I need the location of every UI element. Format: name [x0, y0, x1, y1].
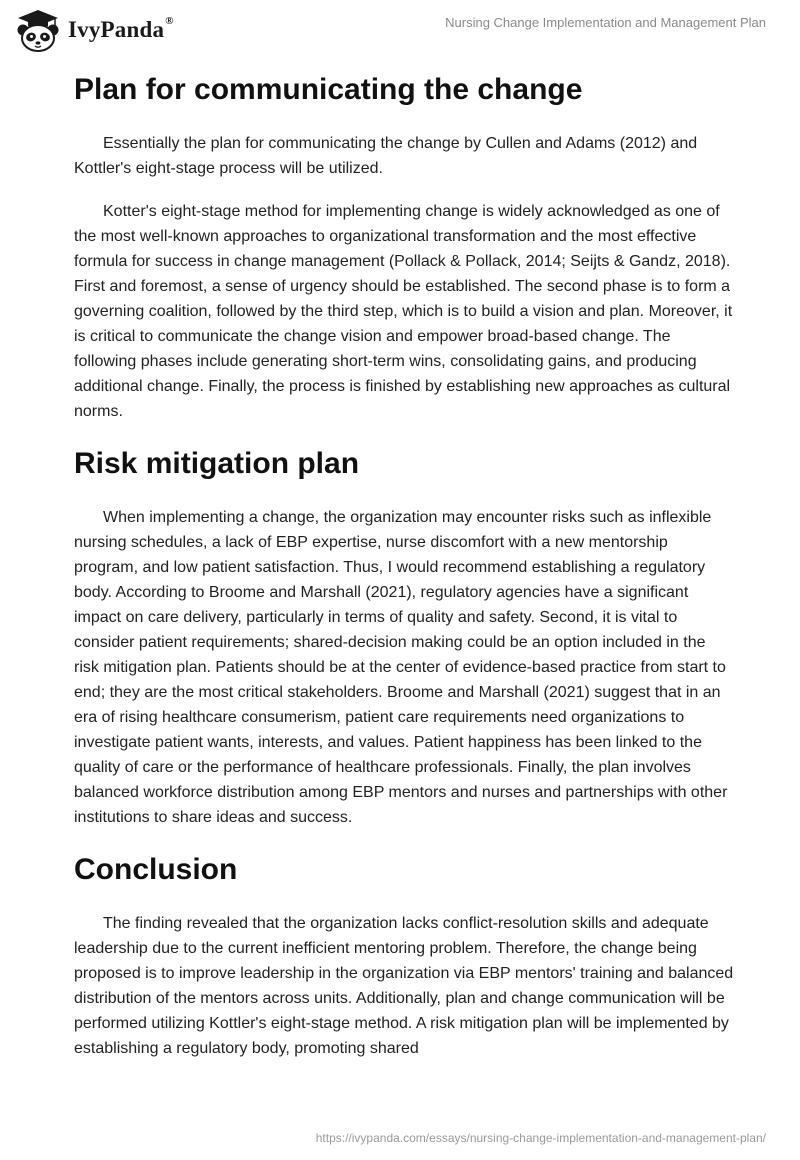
paragraph: Essentially the plan for communicating the change by Cullen and Adams (2012) and Kottler's eight-stage process will be utilized. [74, 135, 698, 177]
paragraph: Kotter's eight-stage method for implementing change is widely acknowledged as one of the most well-known approaches to organizational transformation and the most effective formula for success in change management (Pollack & Pollack, 2014; Seijts & Gandz, 2018). First and foremost, a sense of urgency should be established. The second phase is to form a governing coalition, followed by the third step, which is to build a vision and plan. Moreover, it is critical to communicate the change vision and empower broad-based change. The following phases include generating short-term wins, consolidating gains, and producing additional change. Finally, the process is finished by establishing new approaches as cultural norms. [74, 203, 733, 420]
paragraph: The finding revealed that the organization lacks conflict-resolution skills and adequate leadership due to the current inefficient mentoring problem. Therefore, the change being proposed is to improve leadership in the organization via EBP mentors' training and balanced distribution of the mentors across units. Additionally, plan and change communication will be performed utilizing Kottler's eight-stage method. A risk mitigation plan will be implemented by establishing a regulatory body, promoting shared [74, 915, 734, 1057]
essay-content [74, 70, 734, 1061]
page-header [0, 0, 800, 60]
panda-graduate-icon [14, 8, 62, 52]
document-title: Nursing Change Implementation and Management Plan [445, 15, 766, 30]
section-heading-risk-mitigation: Risk mitigation plan [74, 447, 360, 480]
section-heading-communication-plan: Plan for communicating the change [74, 73, 583, 106]
brand-name-text: IvyPanda [68, 17, 165, 42]
source-url[interactable]: https://ivypanda.com/essays/nursing-change-implementation-and-management-plan/ [315, 1131, 766, 1145]
paragraph: When implementing a change, the organization may encounter risks such as inflexible nursing schedules, a lack of EBP expertise, nurse discomfort with a new mentorship program, and low patient satisfaction. Thus, I would recommend establishing a regulatory body. According to Broome and Marshall (2021), regulatory agencies have a significant impact on care delivery, particularly in terms of quality and safety. Second, it is vital to consider patient requirements; shared-decision making could be an option included in the risk mitigation plan. Patients should be at the center of evidence-based practice from start to end; they are the most critical stakeholders. Broome and Marshall (2021) suggest that in an era of rising healthcare consumerism, patient care requirements need organizations to investigate patient wants, interests, and values. Patient happiness has been linked to the quality of care or the performance of healthcare professionals. Finally, the plan involves balanced workforce distribution among EBP mentors and nurses and partnerships with other institutions to share ideas and success. [74, 509, 728, 826]
brand-registered-mark: ® [165, 15, 174, 27]
section-heading-conclusion: Conclusion [74, 853, 238, 886]
brand-logo[interactable] [14, 8, 174, 52]
brand-name [68, 17, 174, 43]
